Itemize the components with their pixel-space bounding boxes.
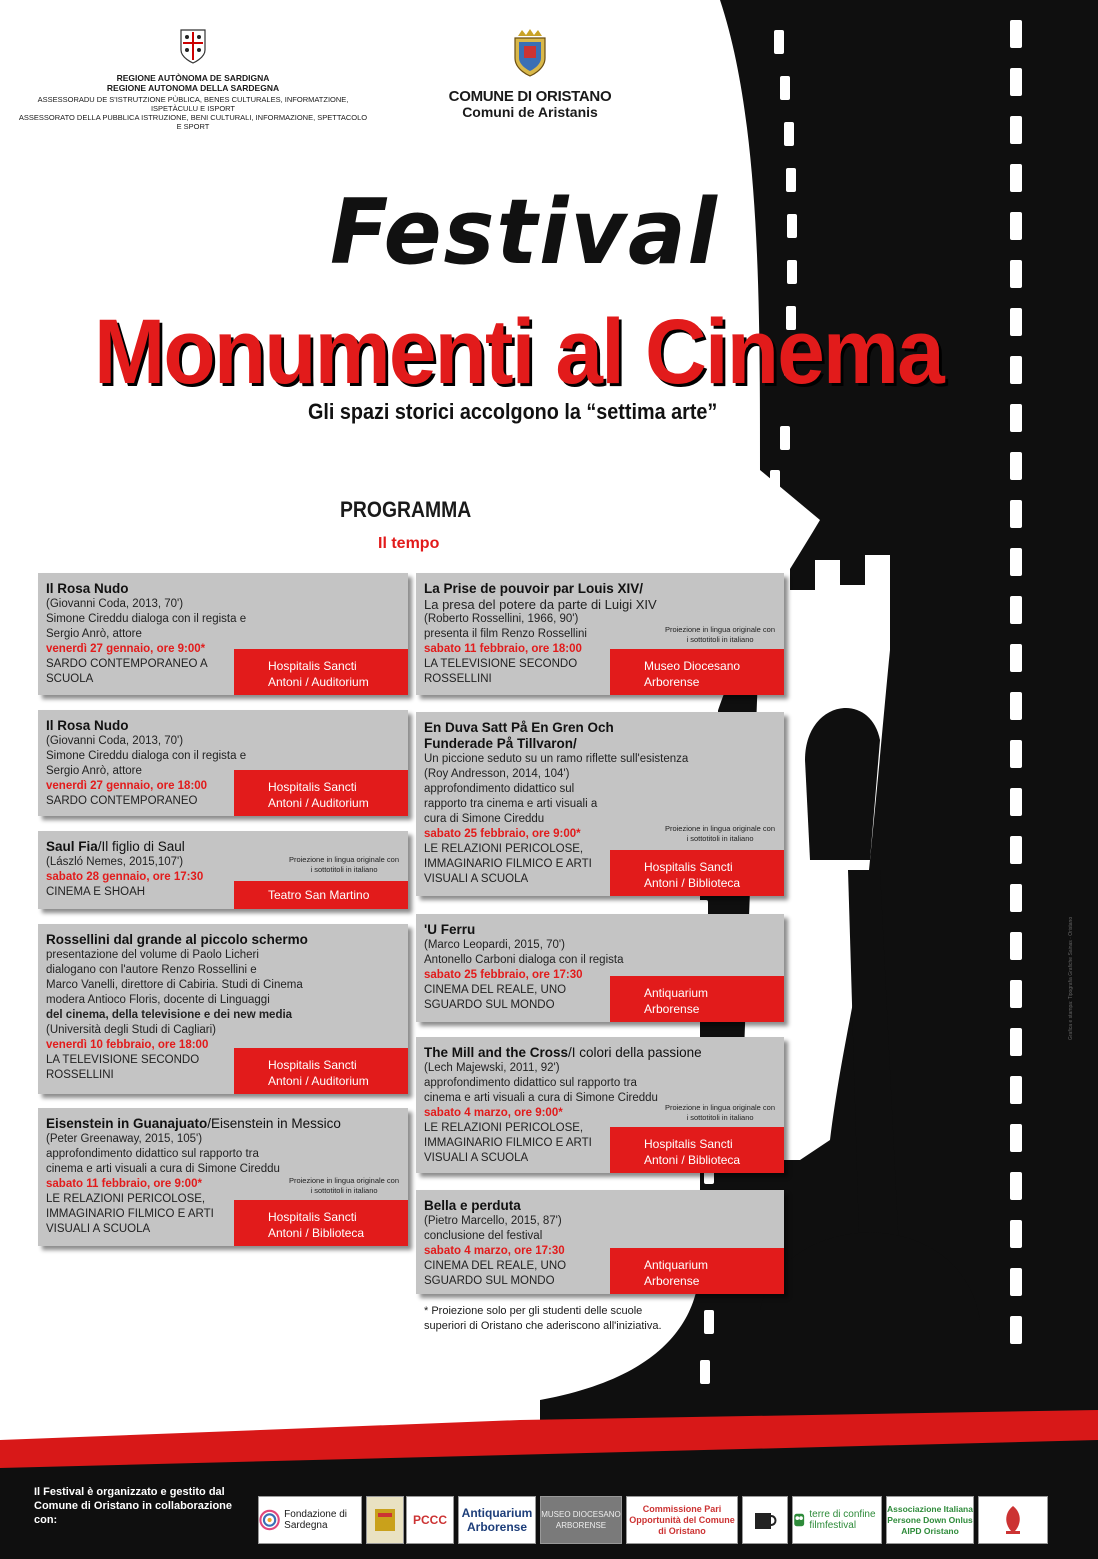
programma-theme: Il tempo [378, 535, 440, 552]
event-card [38, 1108, 408, 1246]
language-note: Proiezione in lingua originale con i sottotitoli in italiano [664, 824, 776, 843]
coffee-cup-icon [751, 1505, 779, 1535]
event-section: IMMAGINARIO FILMICO E ARTI [46, 1208, 214, 1220]
event-section: VISUALI A SCUOLA [46, 1223, 151, 1235]
event-date: venerdì 27 gennaio, ore 9:00* [46, 643, 206, 655]
event-title: La Prise de pouvoir par Louis XIV/ [424, 581, 644, 596]
oristano-coat-of-arms-icon [510, 28, 550, 78]
event-title: The Mill and the Cross/I colori della passione [424, 1045, 702, 1060]
event-venue: Hospitalis Sancti Antoni / Biblioteca [234, 1200, 408, 1246]
event-title: Rossellini dal grande al piccolo schermo [46, 932, 308, 947]
event-section: VISUALI A SCUOLA [424, 1152, 529, 1164]
language-note: Proiezione in lingua originale con i sottotitoli in italiano [664, 625, 776, 644]
event-title: 'U Ferru [424, 922, 476, 937]
comune-header [440, 28, 620, 120]
event-info-line: presenta il film Renzo Rossellini [424, 628, 587, 640]
event-info-line: del cinema, della televisione e dei new media [46, 1009, 293, 1021]
event-card [38, 924, 408, 1094]
event-date: venerdì 27 gennaio, ore 18:00 [46, 780, 208, 792]
partner-logo-pccc: PCCC [406, 1496, 454, 1544]
book-logo-icon [372, 1505, 398, 1535]
region-assessorato: ASSESSORADU DE S'ISTRUTZIONE PÙBLICA, BENES CULTURALES, INFORMATZIONE, ISPETÀCULU E ISPORT ASSESSORATO DELLA PUBBLICA ISTRUZIONE, BENI CULTURALI, INFORMAZIONE, SPETTACOLO E SPORT [18, 95, 368, 131]
event-info-line: (Marco Leopardi, 2015, 70') [424, 939, 565, 951]
event-date: sabato 4 marzo, ore 9:00* [424, 1107, 563, 1119]
main-title: Monumenti al Cinema [94, 301, 943, 403]
event-info-line: rapporto tra cinema e arti visuali a [424, 798, 598, 810]
event-info-line: Marco Vanelli, direttore di Cabiria. Studi di Cinema [46, 979, 303, 991]
event-info-line: Un piccione seduto su un ramo riflette sull'esistenza [424, 753, 689, 765]
partner-logo-memoria [978, 1496, 1048, 1544]
fondazione-sardegna-icon [259, 1505, 280, 1535]
event-info-line: La presa del potere da parte di Luigi XIV [424, 597, 657, 612]
event-section: ROSSELLINI [46, 1069, 114, 1081]
language-note: Proiezione in lingua originale con i sottotitoli in italiano [288, 1176, 400, 1195]
partner-logo-fondazione-sardegna: Fondazione di Sardegna [258, 1496, 362, 1544]
event-date: sabato 11 febbraio, ore 18:00 [424, 643, 582, 655]
event-info-line: approfondimento didattico sul rapporto tra [424, 1077, 637, 1089]
partner-logo-pari-opportunita: Commissione Pari Opportunità del Comune di Oristano [626, 1496, 738, 1544]
event-venue: Hospitalis Sancti Antoni / Auditorium [234, 770, 408, 816]
partner-logo-museo-diocesano: MUSEO DIOCESANO ARBORENSE [540, 1496, 622, 1544]
event-info-line: approfondimento didattico sul rapporto tra [46, 1148, 259, 1160]
event-venue: Hospitalis Sancti Antoni / Auditorium [234, 649, 408, 695]
event-section: LA TELEVISIONE SECONDO [424, 658, 578, 670]
event-info-line: Antonello Carboni dialoga con il regista [424, 954, 624, 966]
owl-icon [793, 1507, 805, 1533]
event-section: SGUARDO SUL MONDO [424, 1275, 555, 1287]
event-info-line: Simone Cireddu dialoga con il regista e [46, 750, 247, 762]
event-section: LE RELAZIONI PERICOLOSE, [46, 1193, 206, 1205]
language-note: Proiezione in lingua originale con i sottotitoli in italiano [664, 1103, 776, 1122]
event-title: Bella e perduta [424, 1198, 521, 1213]
event-section: VISUALI A SCUOLA [424, 873, 529, 885]
event-info-line: approfondimento didattico sul [424, 783, 575, 795]
event-section: LE RELAZIONI PERICOLOSE, [424, 843, 584, 855]
subtitle: Gli spazi storici accolgono la “settima arte” [308, 399, 718, 424]
event-section: SARDO CONTEMPORANEO A [46, 658, 208, 670]
event-venue: Museo Diocesano Arborense [610, 649, 784, 695]
partner-logo-aipd: Associazione Italiana Persone Down Onlus AIPD Oristano [886, 1496, 974, 1544]
event-date: sabato 4 marzo, ore 17:30 [424, 1245, 565, 1257]
event-section: CINEMA DEL REALE, UNO [424, 984, 567, 996]
event-section: LA TELEVISIONE SECONDO [46, 1054, 200, 1066]
event-section: ROSSELLINI [424, 673, 492, 685]
event-info-line: (Giovanni Coda, 2013, 70') [46, 598, 184, 610]
event-venue: Hospitalis Sancti Antoni / Biblioteca [610, 850, 784, 896]
event-section: SGUARDO SUL MONDO [424, 999, 555, 1011]
event-title: En Duva Satt På En Gren Och Funderade På Tillvaron/ [424, 720, 614, 751]
event-venue: Antiquarium Arborense [610, 976, 784, 1022]
partner-logo-terre-di-confine: terre di confine filmfestival [792, 1496, 882, 1544]
festival-word: Festival [330, 180, 719, 285]
event-info-line: cura di Simone Cireddu [424, 813, 545, 825]
event-info-line: (Giovanni Coda, 2013, 70') [46, 735, 184, 747]
event-title: Il Rosa Nudo [46, 581, 129, 596]
region-header [18, 28, 368, 131]
event-title: Saul Fia/Il figlio di Saul [46, 839, 185, 854]
programma-heading: PROGRAMMA [340, 497, 472, 522]
event-title: Eisenstein in Guanajuato/Eisenstein in Messico [46, 1116, 341, 1131]
event-venue: Antiquarium Arborense [610, 1248, 784, 1294]
event-info-line: (Roy Andresson, 2014, 104') [424, 768, 570, 780]
event-date: venerdì 10 febbraio, ore 18:00 [46, 1039, 209, 1051]
event-section: IMMAGINARIO FILMICO E ARTI [424, 1137, 592, 1149]
event-info-line: cinema e arti visuali a cura di Simone Cireddu [46, 1163, 280, 1175]
partner-logo-antiquarium: Antiquarium Arborense [458, 1496, 536, 1544]
event-info-line: (László Nemes, 2015,107') [46, 856, 184, 868]
event-date: sabato 11 febbraio, ore 9:00* [46, 1178, 202, 1190]
footnote: * Proiezione solo per gli studenti delle scuole superiori di Oristano che aderiscono all'iniziativa. [424, 1305, 662, 1332]
event-info-line: dialogano con l'autore Renzo Rossellini e [46, 964, 257, 976]
event-section: LE RELAZIONI PERICOLOSE, [424, 1122, 584, 1134]
event-section: IMMAGINARIO FILMICO E ARTI [424, 858, 592, 870]
event-card [38, 573, 408, 695]
event-info-line: (Peter Greenaway, 2015, 105') [46, 1133, 203, 1145]
language-note: Proiezione in lingua originale con i sottotitoli in italiano [288, 855, 400, 874]
event-venue: Hospitalis Sancti Antoni / Biblioteca [610, 1127, 784, 1173]
event-section: SARDO CONTEMPORANEO [46, 795, 198, 807]
partner-logo-cup [742, 1496, 788, 1544]
event-card [416, 914, 784, 1022]
event-section: SCUOLA [46, 673, 94, 685]
event-title: Il Rosa Nudo [46, 718, 129, 733]
event-info-line: cinema e arti visuali a cura di Simone Cireddu [424, 1092, 658, 1104]
event-section: CINEMA DEL REALE, UNO [424, 1260, 567, 1272]
organized-by: Il Festival è organizzato e gestito dal Comune di Oristano in collaborazione con: [34, 1486, 233, 1526]
event-info-line: modera Antioco Floris, docente di Linguaggi [46, 994, 270, 1006]
event-date: sabato 28 gennaio, ore 17:30 [46, 871, 204, 883]
event-card [416, 573, 784, 695]
event-date: sabato 25 febbraio, ore 17:30 [424, 969, 583, 981]
event-info-line: Sergio Anrò, attore [46, 628, 142, 640]
event-info-line: (Pietro Marcello, 2015, 87') [424, 1215, 562, 1227]
event-info-line: conclusione del festival [424, 1230, 543, 1242]
event-info-line: (Lech Majewski, 2011, 92') [424, 1062, 560, 1074]
event-info-line: (Roberto Rossellini, 1966, 90') [424, 613, 579, 625]
event-venue: Teatro San Martino [234, 881, 408, 909]
partner-logo-book [366, 1496, 404, 1544]
event-venue: Hospitalis Sancti Antoni / Auditorium [234, 1048, 408, 1094]
memoria-logo-icon [998, 1503, 1028, 1537]
event-card [416, 1190, 784, 1294]
event-section: CINEMA E SHOAH [46, 886, 146, 898]
region-name: REGIONE AUTÒNOMA DE SARDIGNA REGIONE AUTONOMA DELLA SARDEGNA [106, 73, 280, 93]
event-card [416, 712, 784, 896]
event-info-line: (Università degli Studi di Cagliari) [46, 1024, 217, 1036]
event-info-line: Sergio Anrò, attore [46, 765, 142, 777]
event-card [38, 831, 408, 909]
event-card [38, 710, 408, 816]
print-credits: Grafica e stampa: Tipografia Grafiche Sainas · Oristano [1068, 916, 1074, 1040]
comune-name: COMUNE DI ORISTANO [448, 88, 612, 105]
event-date: sabato 25 febbraio, ore 9:00* [424, 828, 581, 840]
sardinia-coat-of-arms-icon [179, 28, 207, 64]
event-card [416, 1037, 784, 1173]
event-info-line: presentazione del volume di Paolo Licheri [46, 949, 259, 961]
event-info-line: Simone Cireddu dialoga con il regista e [46, 613, 247, 625]
comune-subtitle: Comuni de Aristanis [462, 104, 598, 120]
